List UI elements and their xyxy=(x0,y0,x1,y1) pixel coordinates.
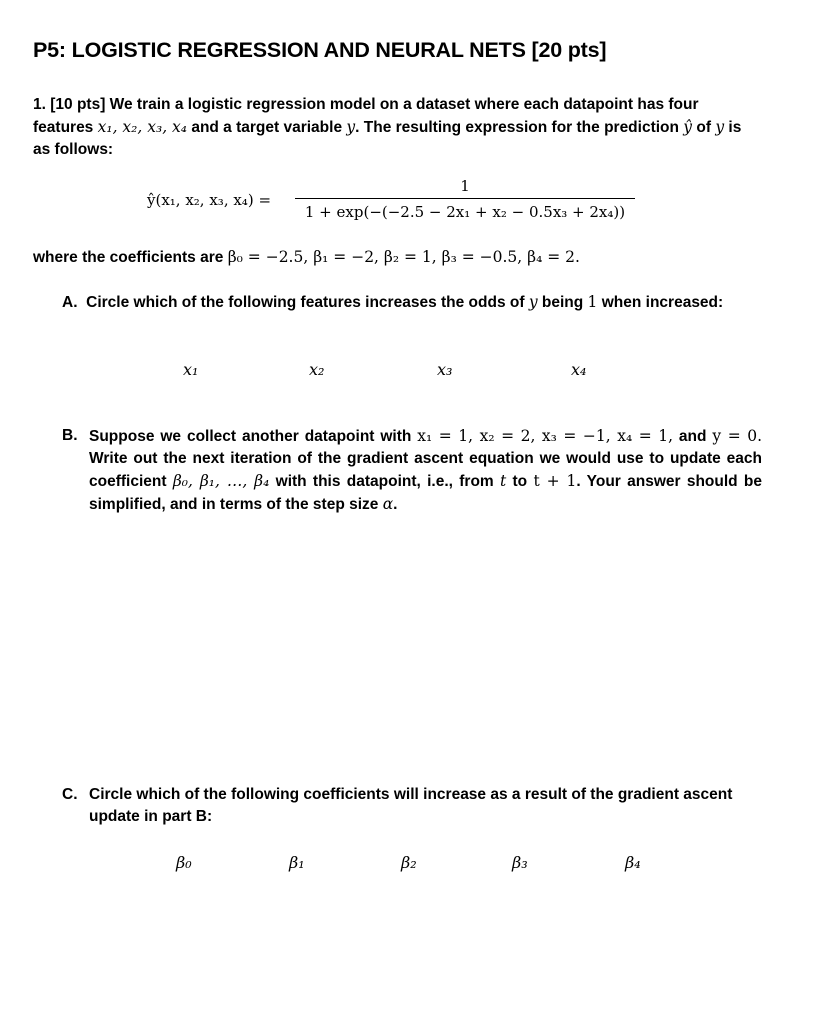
option-x4[interactable]: x₄ xyxy=(571,360,587,379)
formula-lhs: ŷ(x₁, x₂, x₃, x₄) = xyxy=(147,191,272,209)
option-beta0[interactable]: β₀ xyxy=(176,853,192,872)
formula-fraction xyxy=(295,176,635,222)
coefficients-text: where the coefficients are β₀ = −2.5, β₁ = −2, β₂ = 1, β₃ = −0.5, β₄ = 2. xyxy=(33,248,580,266)
part-c-question xyxy=(62,784,762,828)
option-x3[interactable]: x₃ xyxy=(437,360,453,379)
question-1-text: 1. [10 pts] We train a logistic regression model on a dataset where each datapoint has four features x₁, x₂, x₃, x₄ and a target variable y. The resulting expression for the prediction ŷ of y is as follows: xyxy=(33,96,742,158)
part-b-question xyxy=(62,425,762,516)
option-x1[interactable]: x₁ xyxy=(183,360,199,379)
option-beta2[interactable]: β₂ xyxy=(401,853,417,872)
part-b-text: Suppose we collect another datapoint with x₁ = 1, x₂ = 2, x₃ = −1, x₄ = 1, and y = 0. Write out the next iteration of the gradient ascent equation we would use to update each coefficient β₀, β₁, …, β₄ with this datapoint, i.e., from t to t + 1. Your answer should be simplified, and in terms of the step size α. xyxy=(89,427,763,513)
part-c-text: Circle which of the following coefficients will increase as a result of the gradient ascent update in part B: xyxy=(89,786,733,825)
fraction-bar xyxy=(295,198,635,199)
option-beta4[interactable]: β₄ xyxy=(625,853,641,872)
page-title: P5: LOGISTIC REGRESSION AND NEURAL NETS [20 pts] xyxy=(33,38,607,62)
option-x2[interactable]: x₂ xyxy=(309,360,325,379)
formula-numerator: 1 xyxy=(460,177,470,195)
option-beta3[interactable]: β₃ xyxy=(512,853,528,872)
formula-denominator: 1 + exp(−(−2.5 − 2x₁ + x₂ − 0.5x₃ + 2x₄)) xyxy=(304,203,626,221)
option-beta1[interactable]: β₁ xyxy=(289,853,305,872)
part-a-question: A. Circle which of the following features increases the odds of y being 1 when increased: xyxy=(62,293,724,311)
part-c-label: C. xyxy=(62,786,78,803)
prediction-formula xyxy=(147,176,647,228)
part-b-label: B. xyxy=(62,427,78,444)
